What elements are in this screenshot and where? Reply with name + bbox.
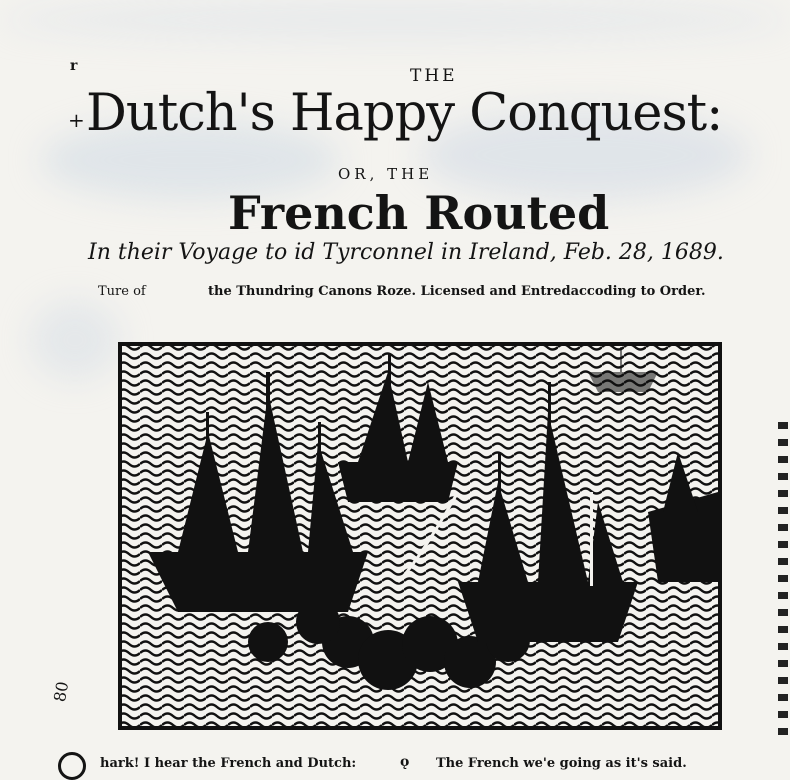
main-title: Dutch's Happy Conquest:: [86, 84, 723, 143]
verse-line-left: hark! I hear the French and Dutch:: [100, 756, 357, 771]
title-or-the: OR, THE: [338, 165, 434, 183]
cropped-column-text: [778, 412, 790, 772]
title-the: THE: [410, 66, 458, 86]
paper-stain: [30, 300, 120, 380]
tune-prefix: Ture of: [98, 284, 146, 299]
verse-mark: ǫ: [400, 754, 410, 770]
naval-battle-woodcut: [118, 342, 722, 730]
drop-cap-o: [58, 752, 86, 780]
paper-stain: [0, 0, 790, 40]
margin-plus: +: [68, 108, 85, 132]
title-french-routed: French Routed: [228, 186, 610, 240]
voyage-line: In their Voyage to id Tyrconnel in Ireland, Feb. 28, 1689.: [88, 240, 724, 265]
tune-line: the Thundring Canons Roze. Licensed and Entredaccoding to Order.: [208, 284, 706, 299]
margin-number: 80: [50, 679, 73, 704]
verse-line-right: The French we'e going as it's said.: [436, 756, 687, 771]
margin-tick: r: [70, 58, 78, 74]
